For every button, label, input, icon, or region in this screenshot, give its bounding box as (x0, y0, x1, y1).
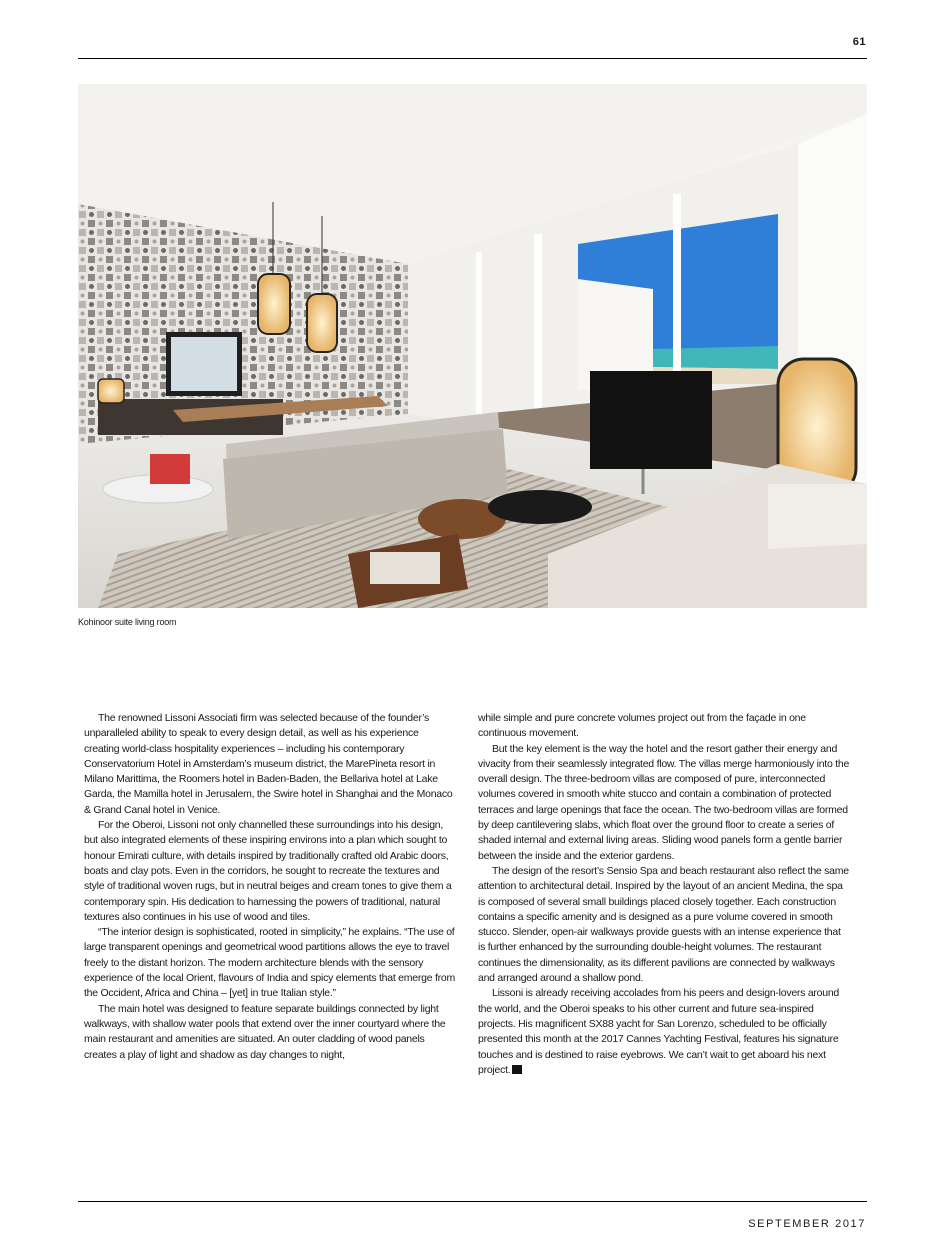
paragraph: The main hotel was designed to feature separate buildings connected by light walkways, with shallow water pools that extend over the inner courtyard where the main restaurant and amenities are situated. An outer cladding of wood panels creates a play of light and shadow as day changes to night, (84, 1002, 446, 1061)
issue-date: SEPTEMBER 2017 (748, 1218, 866, 1230)
paragraph: “The interior design is sophisticated, rooted in simplicity,” he explains. “The use of large transparent openings and geometrical wood partitions allows the eye to travel freely to the distant horizon. The modern architecture blends with the sensory experience of the local Orient, flavours of India and spicy elements that emerge from the Occident, Africa and China – [yet] in true Italian style.” (84, 926, 455, 1000)
article-column-right (478, 711, 850, 1078)
living-room-photo (78, 84, 867, 608)
paragraph: The design of the resort’s Sensio Spa and beach restaurant also reflect the same attention to architectural detail. Inspired by the layout of an ancient Medina, the spa is composed of several small buildings placed closely together. Each construction contains a specific amenity and is designed as a pure volume covered in smooth stucco. Slender, open-air walkways provide guests with an intense experience that is further enhanced by the surrounding double-height volumes. The restaurant continues the dimensionality, as its different pavilions are connected by walkways and arranged around a shallow pond. (478, 864, 849, 985)
photo-living-room-icon (78, 84, 867, 608)
paragraph: But the key element is the way the hotel and the resort gather their energy and vivacity from their seamlessly integrated flow. The villas merge harmoniously into the overall design. The three-bedroom villas are composed of pure, interconnected volumes covered in smooth white stucco and contain a combination of protected terraces and large openings that face the ocean. The two-bedroom villas are formed by deep cantilevering slabs, which float over the ground floor to create a series of shaded internal and external living areas. Sliding wood panels form a gentle barrier between the inside and the exterior gardens. (478, 742, 850, 862)
page-number: 61 (852, 36, 866, 48)
header-rule (78, 58, 867, 59)
paragraph: For the Oberoi, Lissoni not only channelled these surroundings into his design, but also integrated elements of these inspiring environs into a plan which sought to honour Emirati culture, with details inspired by traditionally crafted old Arabic doors, boats and clay pots. Even in the corridors, he sought to recreate the textures and style of traditional woven rugs, but in neutral beiges and cream tones to give them a contemporary spin. His dedication to harnessing the powers of traditional, natural textures also continues in his use of wood and tiles. (84, 819, 452, 923)
end-mark-icon (512, 1065, 522, 1074)
paragraph-final-text: Lissoni is already receiving accolades from his peers and design-lovers around the world, and the Oberoi speaks to his other current and future sea-inspired projects. His magnificent SX88 yacht for San Lorenzo, scheduled to be officially presented this month at the 2017 Cannes Yachting Festival, features his signature touches and is destined to raise eyebrows. We can’t wait to get aboard his next project. (478, 987, 840, 1076)
paragraph-continuation: while simple and pure concrete volumes project out from the façade in one continuous movement. (478, 712, 806, 740)
paragraph: The renowned Lissoni Associati firm was selected because of the founder’s unparalleled ability to speak to every design detail, as well as his experience creating world-class hospitality experiences – including his contemporary Conservatorium Hotel in Amsterdam’s museum district, the MarePineta resort in Milano Marittima, the Roomers hotel in Baden-Baden, the Bellariva hotel at Lake Garda, the Mamilla hotel in Jerusalem, the Swire hotel in Shanghai and the Monaco & Grand Canal hotel in Venice. (84, 712, 453, 816)
footer-rule (78, 1201, 867, 1202)
paragraph-final (478, 986, 850, 1078)
photo-caption: Kohinoor suite living room (78, 617, 177, 627)
article-column-left (84, 711, 456, 1063)
